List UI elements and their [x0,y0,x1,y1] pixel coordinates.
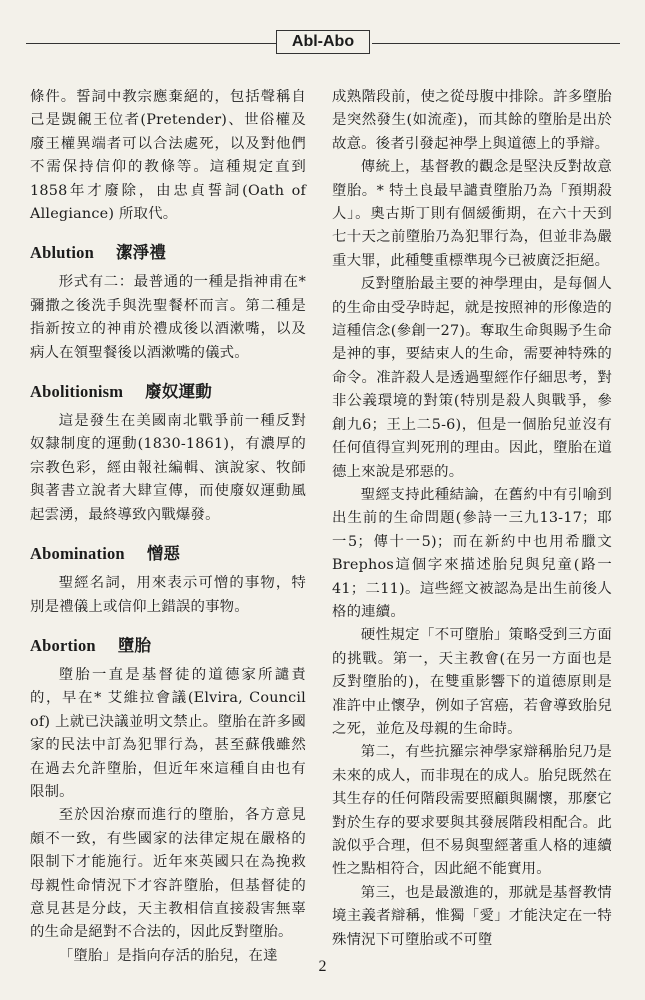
page-number: 2 [318,958,327,975]
abortion-continued-5: 硬性規定「不可墮胎」策略受到三方面的挑戰。第一，天主教會(在另一方面也是反對墮胎的)，在雙重影響下的道德原則是准許中止懷孕，例如子宮癌，若會導致胎兒之死，並危及母親的生命時。 [332,627,612,737]
entry-body-abortion-3: 「墮胎」是指向存活的胎兒，在達 [58,947,278,964]
entry-body-ablution: 形式有二：最普通的一種是指神甫在*彌撒之後洗手與洗聖餐杯而言。第二種是指新按立的神甫於禮成後以酒漱嘴，以及病人在領聖餐後以酒漱嘴的儀式。 [30,274,306,361]
entry-title-ablution [30,242,306,264]
abortion-continued-1: 成熟階段前，使之從母腹中排除。許多墮胎是突然發生(如流產)，而其餘的墮胎是出於故意。後者引發起神學上與道德上的爭辯。 [332,89,612,152]
entry-title-zh: 墮胎 [117,635,152,655]
entry-title-zh: 憎惡 [146,544,181,564]
entry-title-zh: 潔淨禮 [115,243,167,263]
entry-title-abortion [30,635,306,657]
entry-body-abomination: 聖經名詞，用來表示可憎的事物，特別是禮儀上或信仰上錯誤的事物。 [30,575,306,615]
entry-title-abomination [30,543,306,565]
entry-title-en: Abortion [30,635,96,655]
continuation-paragraph: 條件。誓詞中教宗應棄絕的，包括聲稱自己是覬覦王位者(Pretender)、世俗權及廢王權異端者可以合法處死，以及對他們不需保持信仰的教條等。這種規定直到1858年才廢除，由忠貞誓詞(Oath of Allegiance) 所取代。 [30,89,306,223]
abortion-continued-6: 第二，有些抗羅宗神學家辯稱胎兒乃是未來的成人，而非現在的成人。胎兒既然在其生存的任何階段需要照顧與關懷，那麼它對於生存的要求要與其發展階段相配合。此說似乎合理，但不易與聖經著重人格的連續性之點相符合，因此絕不能實用。 [332,744,612,878]
entry-title-abolitionism [30,381,306,403]
abortion-continued-3: 反對墮胎最主要的神學理由，是每個人的生命由受孕時起，就是按照神的形像造的這種信念(參創一27)。奪取生命與賜予生命是神的事，要結束人的生命，需要神特殊的命令。准許殺人是透過聖經作仔細思考，對非公義環境的對策(特別是殺人與戰爭，參創九6；王上二5-6)，但是一個胎兒並沒有任何值得宣判死刑的理由。因此，墮胎在道德上來說是邪惡的。 [332,276,612,480]
abortion-continued-4: 聖經支持此種結論，在舊約中有引喻到出生前的生命問題(參詩一三九13-17；耶一5；傳十一5)；而在新約中也用希臘文Brephos這個字來描述胎兒與兒童(路一41；二11)。這些經文被認為是出生前後人格的連續。 [332,486,612,620]
entry-title-en: Ablution [30,243,94,263]
entry-body-abortion-1: 墮胎一直是基督徒的道德家所譴責的，早在* 艾維拉會議(Elvira, Council of) 上就已決議並明文禁止。墮胎在許多國家的民法中訂為犯罪行為，甚至蘇俄雖然在過去允許墮胎，但近年來這種自由也有限制。 [30,666,306,800]
entry-body-abortion-2: 至於因治療而進行的墮胎，各方意見頗不一致，有些國家的法律定規在嚴格的限制下才能施行。近年來英國只在為挽救母親性命情況下才容許墮胎，但基督徒的意見甚是分歧，天主教相信直接殺害無辜的生命是絕對不合法的，因此反對墮胎。 [30,807,306,941]
entry-body-abolitionism: 這是發生在美國南北戰爭前一種反對奴隸制度的運動(1830-1861)，有濃厚的宗教色彩，經由報社編輯、演說家、牧師與著書立說者大肆宣傳，而使廢奴運動風起雲湧，最終導致內戰爆發。 [30,413,306,523]
entry-title-zh: 廢奴運動 [145,382,212,402]
header-rule-right [372,43,620,44]
left-column [30,86,306,968]
abortion-continued-2: 傳統上，基督教的觀念是堅決反對故意墮胎。* 特土良最早譴責墮胎乃為「預期殺人」。奧古斯丁則有個緩衝期，在六十天到七十天之前墮胎乃為犯罪行為，但並非為嚴重大罪，此種雙重標準現今已被廣泛拒絕。 [332,159,612,269]
entry-title-en: Abolitionism [30,382,124,402]
running-head: Abl-Abo [276,30,370,54]
right-column [332,86,612,952]
header-rule-left [26,43,276,44]
entry-title-en: Abomination [30,544,125,564]
abortion-continued-7: 第三，也是最激進的，那就是基督教情境主義者辯稱，惟獨「愛」才能決定在一特殊情況下可墮胎或不可墮 [332,884,612,948]
